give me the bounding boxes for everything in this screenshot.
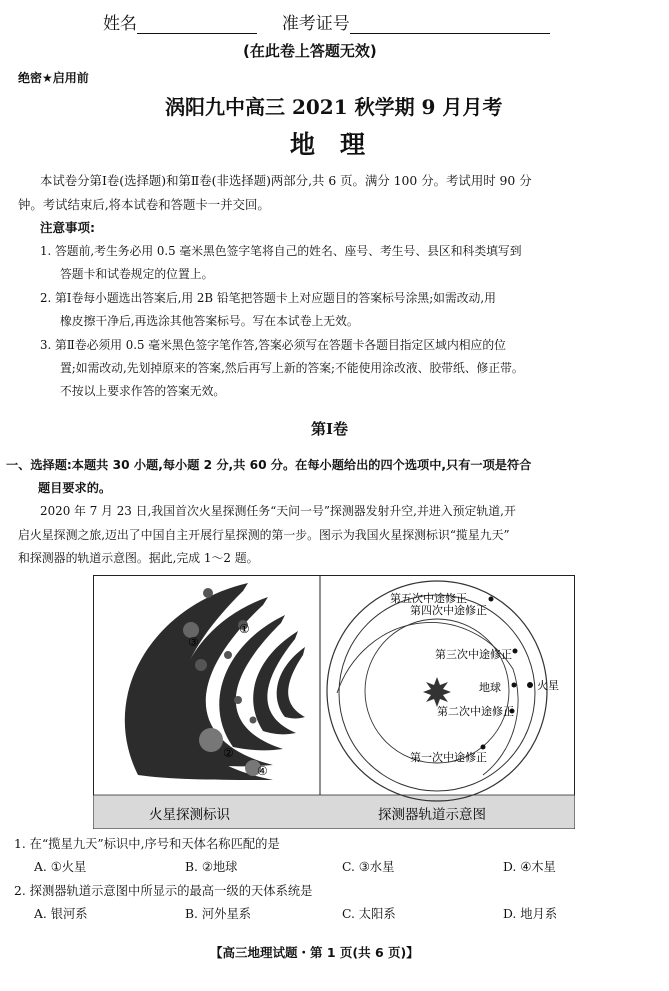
notice-item-2-cont: 橡皮擦干净后,再选涂其他答案标号。写在本试卷上无效。 — [60, 314, 359, 328]
notice-item-1-cont: 答题卡和试卷规定的位置上。 — [60, 267, 214, 281]
invalid-note: (在此卷上答题无效) — [243, 42, 377, 60]
passage-line-3: 和探测器的轨道示意图。据此,完成 1～2 题。 — [18, 551, 259, 565]
question-2-stem: 2. 探测器轨道示意图中所显示的最高一级的天体系统是 — [14, 884, 313, 898]
intro-line-2: 钟。考试结束后,将本试卷和答题卡一并交回。 — [18, 197, 270, 212]
name-blank[interactable] — [137, 17, 257, 34]
notice-title: 注意事项: — [40, 220, 95, 235]
orbit-label-c2: 第二次中途修正 — [437, 705, 514, 718]
name-label: 姓名 — [103, 14, 137, 34]
q2-option-b[interactable]: B. 河外星系 — [185, 907, 252, 921]
logo-label-1: ① — [239, 622, 250, 636]
part-title: 第Ⅰ卷 — [311, 420, 349, 438]
exam-id-label: 准考证号 — [281, 14, 350, 34]
orbit-label-c4: 第四次中途修正 — [410, 604, 487, 617]
page-footer: 【高三地理试题・第 1 页(共 6 页)】 — [210, 945, 419, 960]
passage-line-2: 启火星探测之旅,迈出了中国自主开展行星探测的第一步。图示为我国火星探测标识“揽星九天” — [18, 528, 510, 542]
notice-item-2: 2. 第Ⅰ卷每小题选出答案后,用 2B 铅笔把答题卡上对应题目的答案标号涂黑;如需改动,用 — [40, 291, 496, 305]
right-caption: 探测器轨道示意图 — [378, 807, 486, 823]
logo-label-4: ④ — [257, 764, 268, 778]
q2-option-a[interactable]: A. 银河系 — [34, 907, 88, 921]
section-heading: 一、选择题:本题共 30 小题,每小题 2 分,共 60 分。在每小题给出的四个选项中,只有一项是符合 — [6, 458, 532, 472]
notice-item-3-cont: 置;如需改动,先划掉原来的答案,然后再写上新的答案;不能使用涂改液、胶带纸、修正带。 — [60, 361, 524, 375]
candidate-info-line — [103, 14, 550, 34]
q1-option-c[interactable]: C. ③水星 — [342, 860, 395, 874]
orbit-label-c3: 第三次中途修正 — [435, 648, 512, 661]
q2-option-d[interactable]: D. 地月系 — [503, 907, 558, 921]
section-heading-cont: 题目要求的。 — [38, 481, 112, 495]
logo-label-2: ② — [223, 746, 234, 760]
mars-figure — [93, 575, 575, 829]
orbit-label-mars: 火星 — [537, 679, 559, 692]
intro-line-1: 本试卷分第Ⅰ卷(选择题)和第Ⅱ卷(非选择题)两部分,共 6 页。满分 100 分。考试用时 90 分 — [40, 173, 532, 188]
passage-line-1: 2020 年 7 月 23 日,我国首次火星探测任务“天问一号”探测器发射升空,并进入预定轨道,开 — [40, 504, 516, 518]
notice-item-3: 3. 第Ⅱ卷必须用 0.5 毫米黑色签字笔作答,答案必须写在答题卡各题目指定区域内相应的位 — [40, 338, 506, 352]
exam-title: 涡阳九中高三 2021 秋学期 9 月月考 — [165, 95, 503, 119]
secret-tag: 绝密★启用前 — [18, 71, 89, 85]
subject-title: 地 理 — [290, 130, 366, 159]
exam-id-blank[interactable] — [350, 17, 550, 34]
q1-option-b[interactable]: B. ②地球 — [185, 860, 238, 874]
logo-label-3: ③ — [188, 635, 199, 649]
q2-option-c[interactable]: C. 太阳系 — [342, 907, 396, 921]
q1-option-d[interactable]: D. ④木星 — [503, 860, 556, 874]
orbit-label-earth: 地球 — [479, 681, 501, 694]
question-1-stem: 1. 在“揽星九天”标识中,序号和天体名称匹配的是 — [14, 837, 280, 851]
orbit-label-c5: 第五次中途修正 — [390, 592, 467, 605]
left-caption: 火星探测标识 — [149, 807, 230, 823]
orbit-label-c1: 第一次中途修正 — [410, 751, 487, 764]
q1-option-a[interactable]: A. ①火星 — [34, 860, 87, 874]
notice-item-1: 1. 答题前,考生务必用 0.5 毫米黑色签字笔将自己的姓名、座号、考生号、县区和科类填写到 — [40, 244, 522, 258]
notice-item-3-cont2: 不按以上要求作答的答案无效。 — [60, 384, 226, 398]
